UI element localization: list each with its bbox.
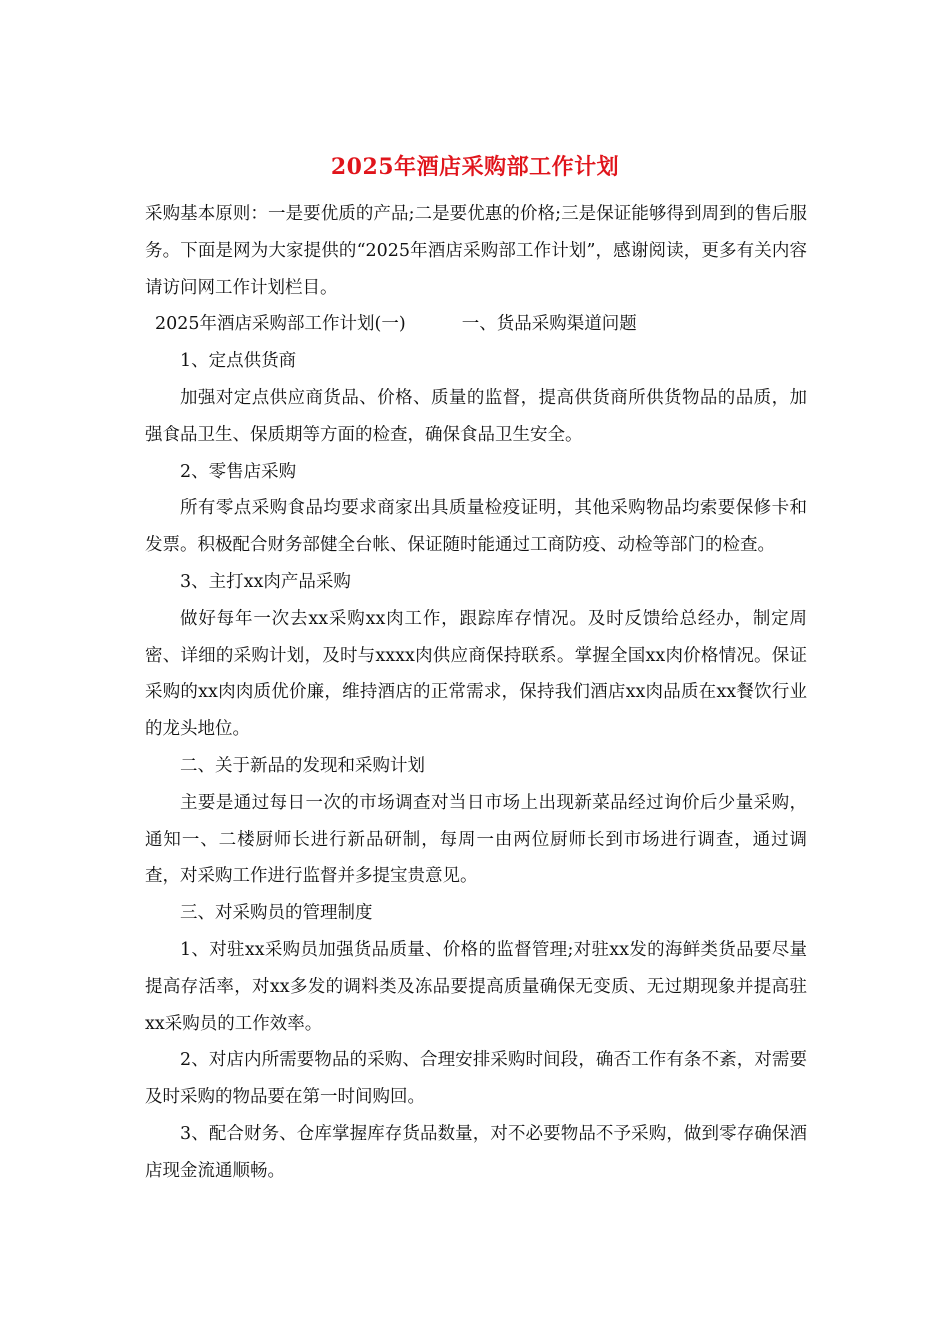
item-heading: 1、定点供货商 xyxy=(180,351,297,372)
body-paragraph: 主要是通过每日一次的市场调查对当日市场上出现新菜品经过询价后少量采购，通知一、二楼厨师长进行新品研制，每周一由两位厨师长到市场进行调查，通过调查，对采购工作进行监督并多提宝贵意见。 xyxy=(145,792,807,887)
item-heading: 2、零售店采购 xyxy=(180,461,297,482)
body-paragraph: 做好每年一次去xx采购xx肉工作，跟踪库存情况。及时反馈给总经办，制定周密、详细的采购计划，及时与xxxx肉供应商保持联系。掌握全国xx肉价格情况。保证采购的xx肉肉质优价廉，维持酒店的正常需求，保持我们酒店xx肉品质在xx餐饮行业的龙头地位。 xyxy=(145,608,807,740)
subtitle-row xyxy=(145,306,807,343)
plan-subtitle: 2025年酒店采购部工作计划(一) xyxy=(155,314,406,335)
body-paragraph: 2、对店内所需要物品的采购、合理安排采购时间段，确否工作有条不紊，对需要及时采购的物品要在第一时间购回。 xyxy=(145,1050,807,1108)
section-heading-2: 二、关于新品的发现和采购计划 xyxy=(180,755,425,776)
item-heading: 3、主打xx肉产品采购 xyxy=(180,571,351,592)
body-paragraph: 1、对驻xx采购员加强货品质量、价格的监督管理;对驻xx发的海鲜类货品要尽量提高存活率，对xx多发的调料类及冻品要提高质量确保无变质、无过期现象并提高驻xx采购员的工作效率。 xyxy=(145,939,807,1034)
body-paragraph: 所有零点采购食品均要求商家出具质量检疫证明，其他采购物品均索要保修卡和发票。积极配合财务部健全台帐、保证随时能通过工商防疫、动检等部门的检查。 xyxy=(145,498,807,556)
body-paragraph: 加强对定点供应商货品、价格、质量的监督，提高供货商所供货物品的品质，加强食品卫生、保质期等方面的检查，确保食品卫生安全。 xyxy=(145,387,807,445)
intro-paragraph: 采购基本原则：一是要优质的产品;二是要优惠的价格;三是保证能够得到周到的售后服务。下面是网为大家提供的“2025年酒店采购部工作计划”，感谢阅读，更多有关内容请访问网工作计划栏目。 xyxy=(145,204,807,298)
section-heading-3: 三、对采购员的管理制度 xyxy=(180,903,373,924)
document-body xyxy=(145,196,807,1190)
document-title: 2025年酒店采购部工作计划 xyxy=(330,154,620,180)
body-paragraph: 3、配合财务、仓库掌握库存货品数量，对不必要物品不予采购，做到零存确保酒店现金流通顺畅。 xyxy=(145,1123,807,1181)
section-heading-1: 一、货品采购渠道问题 xyxy=(461,314,637,335)
